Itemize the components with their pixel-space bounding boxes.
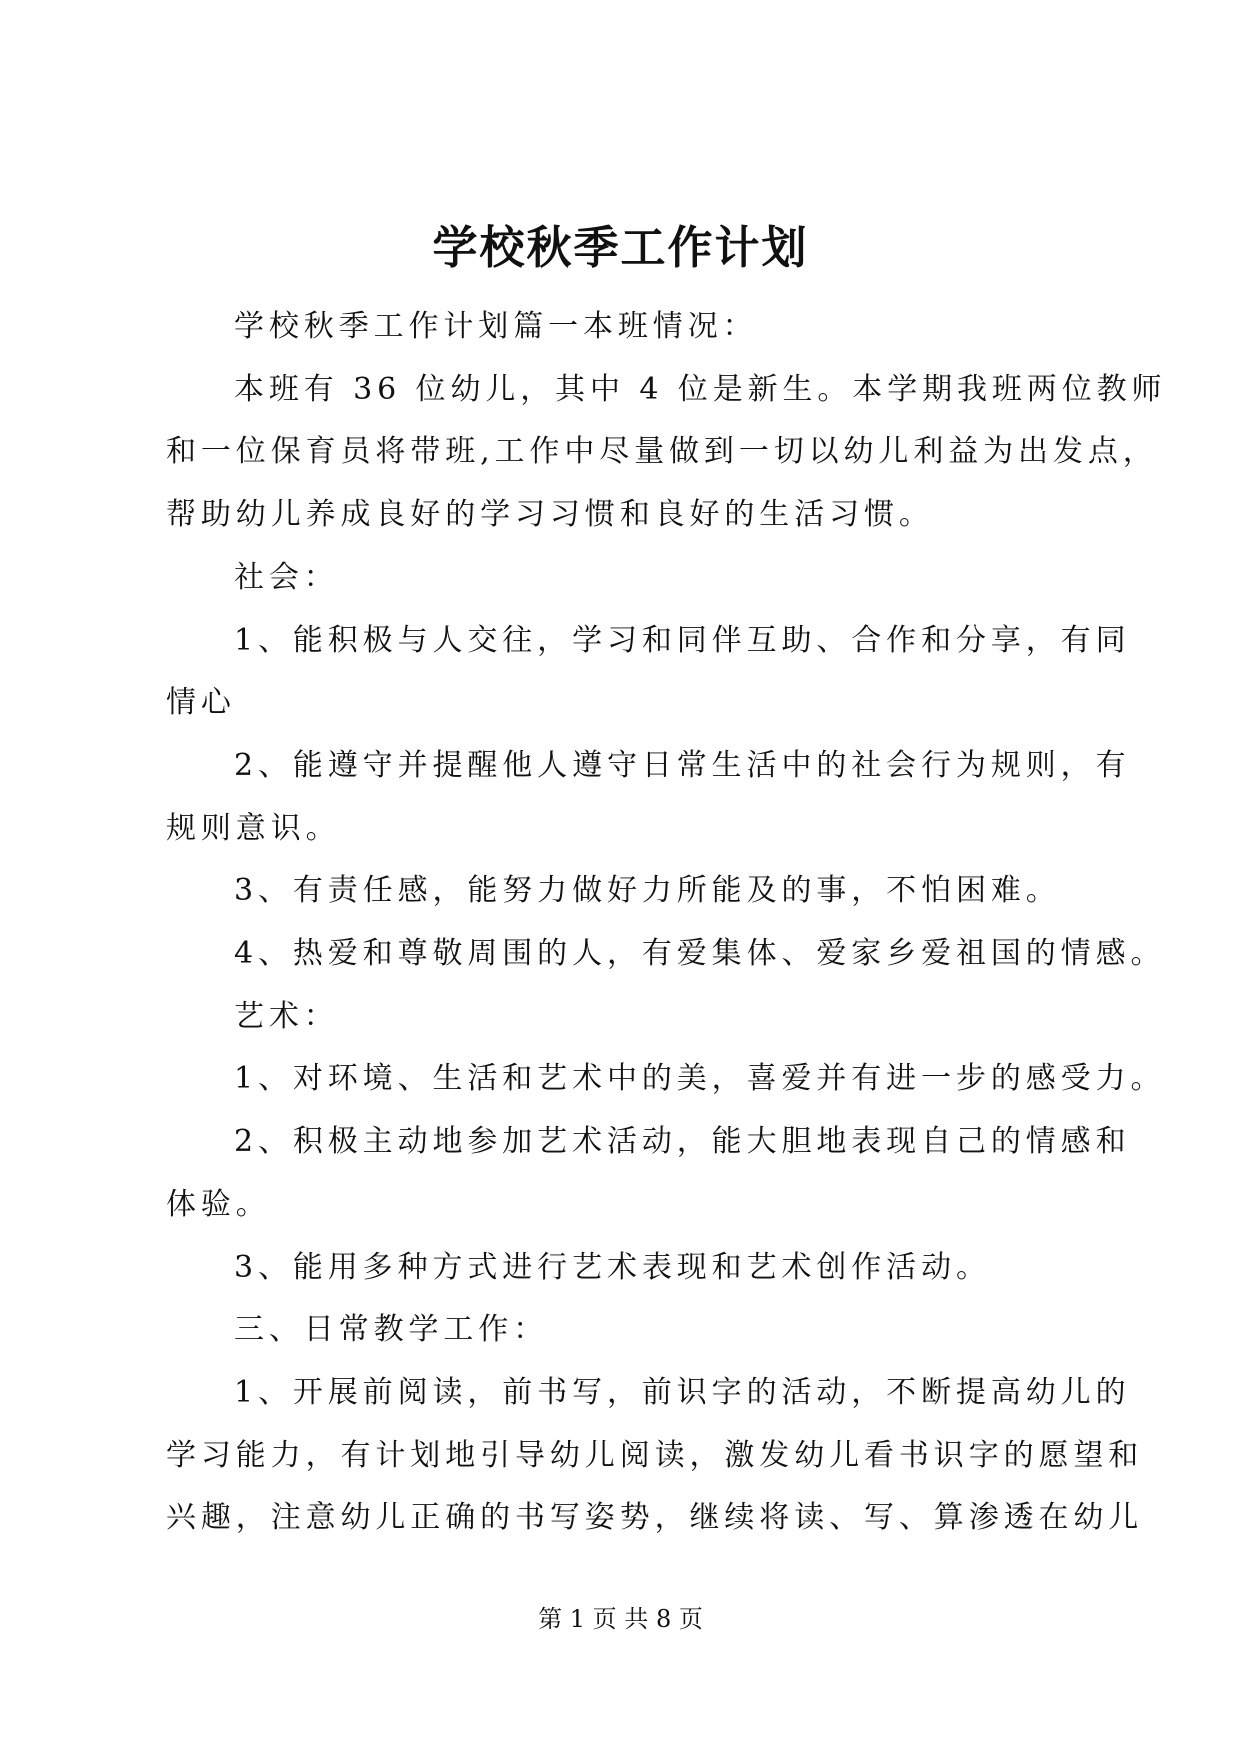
paragraph <box>166 610 1131 735</box>
text-line: 帮助幼儿养成良好的学习习惯和良好的生活习惯。 <box>166 497 934 533</box>
text-line: 艺术： <box>234 998 339 1034</box>
paragraph <box>166 923 1166 986</box>
page-number-label: 第 1 页 共 8 页 <box>538 1605 703 1633</box>
text-line: 3、能用多种方式进行艺术表现和艺术创作活动。 <box>234 1249 991 1285</box>
text-line: 4、热爱和尊敬周围的人，有爱集体、爱家乡爱祖国的情感。 <box>234 936 1166 972</box>
text-line: 三、日常教学工作： <box>234 1312 549 1348</box>
paragraph <box>166 1237 1086 1300</box>
text-line: 情心 <box>166 685 236 721</box>
text-line: 2、能遵守并提醒他人遵守日常生活中的社会行为规则，有 <box>234 747 1131 783</box>
paragraph <box>166 1362 1144 1550</box>
text-line: 1、对环境、生活和艺术中的美，喜爱并有进一步的感受力。 <box>234 1061 1166 1097</box>
text-line: 3、有责任感，能努力做好力所能及的事，不怕困难。 <box>234 873 1061 909</box>
page-footer <box>0 1604 1241 1634</box>
text-line: 1、开展前阅读，前书写，前识字的活动，不断提高幼儿的 <box>234 1374 1131 1410</box>
text-line: 社会： <box>234 559 339 595</box>
document-body <box>166 296 1167 1550</box>
text-line: 本班有 36 位幼儿，其中 4 位是新生。本学期我班两位教师 <box>234 371 1167 407</box>
paragraph <box>166 1111 1131 1236</box>
paragraph <box>166 860 1086 923</box>
text-line: 体验。 <box>166 1186 271 1222</box>
paragraph <box>166 296 1086 359</box>
paragraph <box>166 547 1086 610</box>
document-title: 学校秋季工作计划 <box>432 221 809 274</box>
text-line: 和一位保育员将带班,工作中尽量做到一切以幼儿利益为出发点， <box>166 434 1158 470</box>
text-line: 1、能积极与人交往，学习和同伴互助、合作和分享，有同 <box>234 622 1131 658</box>
paragraph <box>166 359 1167 547</box>
text-line: 学校秋季工作计划篇一本班情况： <box>234 309 758 344</box>
paragraph <box>166 1048 1166 1111</box>
paragraph <box>166 986 1086 1049</box>
text-line: 2、积极主动地参加艺术活动，能大胆地表现自己的情感和 <box>234 1124 1131 1160</box>
text-line: 规则意识。 <box>166 810 341 846</box>
text-line: 兴趣，注意幼儿正确的书写姿势，继续将读、写、算渗透在幼儿 <box>166 1500 1144 1536</box>
paragraph <box>166 735 1131 860</box>
paragraph <box>166 1299 1086 1362</box>
text-line: 学习能力，有计划地引导幼儿阅读，激发幼儿看书识字的愿望和 <box>166 1437 1144 1473</box>
